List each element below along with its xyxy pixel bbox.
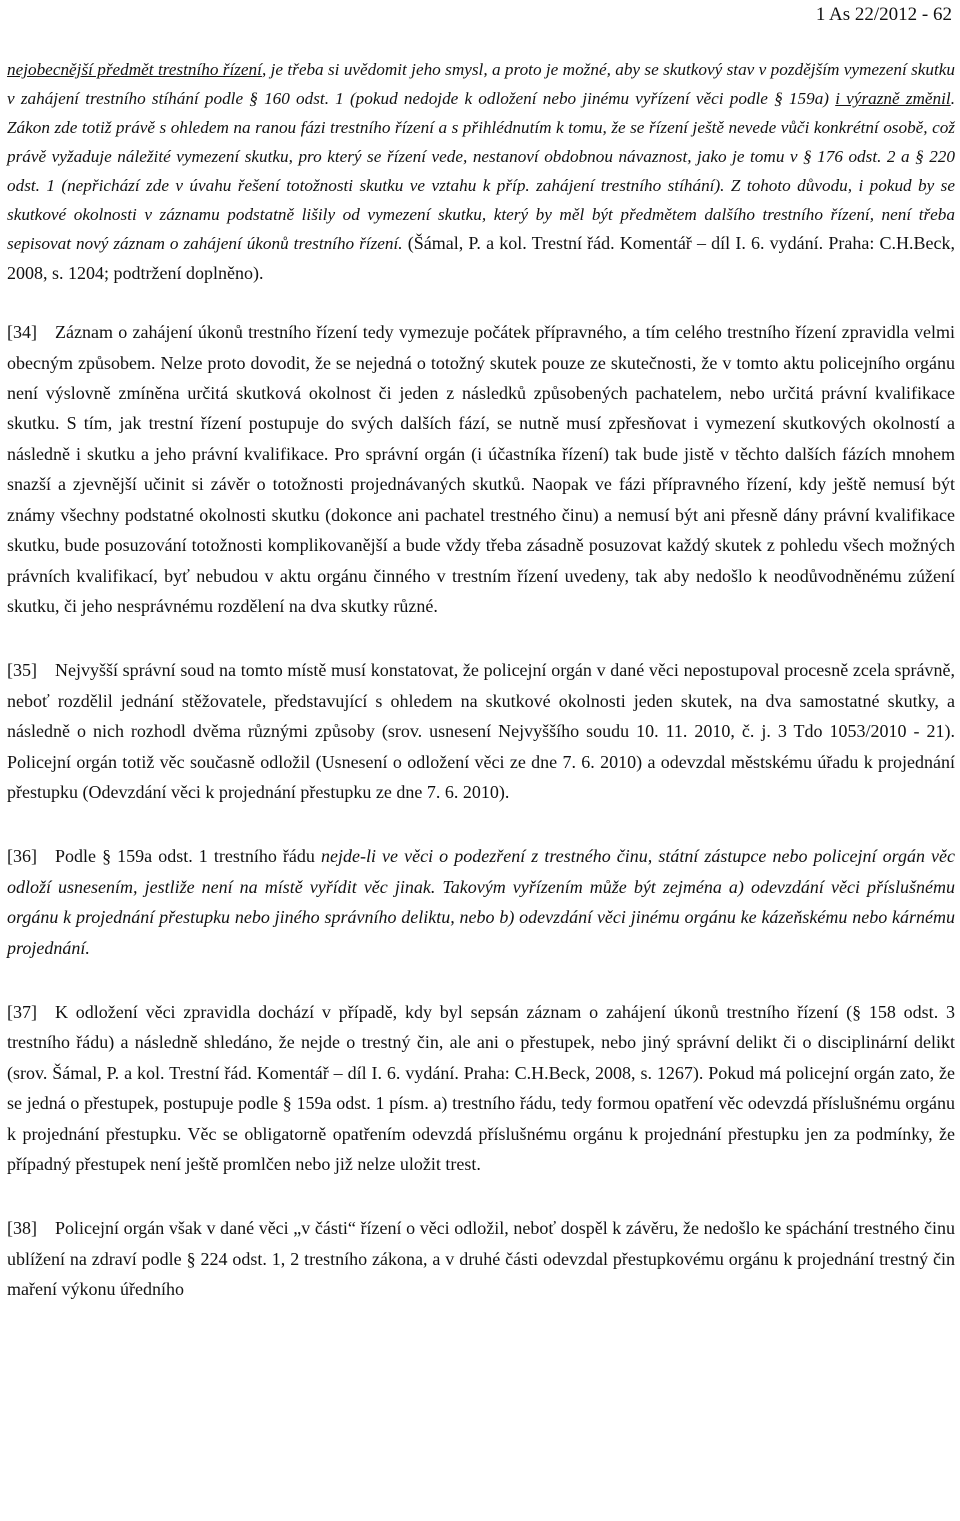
citation-text: (Šámal, P. a kol. Trestní řád. Komentář – díl I. 6. vydání. Praha: C.H.Beck, 2008, s. 1204; podtržení doplněno).	[7, 233, 956, 284]
case-number-header: 1 As 22/2012 - 62	[815, 4, 952, 25]
document-body	[7, 56, 955, 1305]
paragraph-37: [37] K odložení věci zpravidla dochází v případě, kdy byl sepsán záznam o zahájení úkonů trestního řízení (§ 158 odst. 3 trestního řádu) a následně shledáno, že nejde o trestný čin, ale ani o přestupek, nebo jiný správní delikt či o disciplinární delikt (srov. Šámal, P. a kol. Trestní řád. Komentář – díl I. 6. vydání. Praha: C.H.Beck, 2008, s. 1267). Pokud má policejní orgán zato, že se jedná o přestupek, postupuje podle § 159a odst. 1 písm. a) trestního řádu, tedy formou opatření věc odevzdá příslušnému orgánu k projednání přestupku. Věc se obligatorně opatřením odevzdá příslušnému orgánu k projednání přestupku jen za podmínky, že případný přestupek není ještě promlčen nebo již nelze uložit trest.	[7, 1001, 955, 1174]
paragraph-35: [35] Nejvyšší správní soud na tomto místě musí konstatovat, že policejní orgán v dané věci nepostupoval procesně zcela správně, neboť rozdělil jednání stěžovatele, představující s ohledem na skutkové okolnosti jeden skutek, na dva samostatné skutky, a následně o nich rozhodl dvěma různými způsoby (srov. usnesení Nejvyššího soudu 10. 11. 2010, č. j. 3 Tdo 1053/2010 - 21). Policejní orgán totiž věc současně odložil (Usnesení o odložení věci ze dne 7. 6. 2010) a odevzdal městskému úřadu k projednání přestupku (Odevzdání věci k projednání přestupku ze dne 7. 6. 2010).	[7, 660, 955, 802]
paragraph-text: [36] Podle § 159a odst. 1 trestního řádu	[7, 846, 321, 867]
commentary-text: . Zákon zde totiž právě s ohledem na ranou fázi trestního řízení a s přihlédnutím k tomu, že se řízení ještě nevede vůči konkrétní osobě, což právě vyžaduje náležité vymezení skutku, pro který se řízení vede, nestanoví obdobnou návaznost, jako je tomu v § 176 odst. 2 a § 220 odst. 1 (nepřichází zde v úvahu řešení totožnosti skutku ve vztahu k příp. zahájení trestního stíhání). Z tohoto důvodu, i pokud by se skutkové okolnosti v záznamu podstatně lišily od vymezení skutku, který by měl být předmětem dalšího trestního řízení, není třeba sepisovat nový záznam o zahájení úkonů trestního řízení.	[7, 88, 955, 254]
commentary-text: , je třeba si uvědomit jeho smysl, a proto je možné, aby se skutkový stav v pozdějším vymezení skutku v zahájení trestního stíhání podle § 160 odst. 1 (pokud nedojde k odložení nebo jinému vyřízení věci podle § 159a)	[7, 60, 955, 108]
paragraph-34: [34] Záznam o zahájení úkonů trestního řízení tedy vymezuje počátek přípravného, a tím celého trestního řízení zpravidla velmi obecným způsobem. Nelze proto dovodit, že se nejedná o totožný skutek pouze ze skutečnosti, že v tomto aktu policejního orgánu není výslovně zmíněna určitá skutková okolnost či jeden z následků způsobených pachatelem, nebo určitá právní kvalifikace skutku. S tím, jak trestní řízení postupuje do svých dalších fází, se nutně musí zpřesňovat i vymezení skutkových okolností a následně i skutku a jeho právní kvalifikace. Pro správní orgán (i účastníka řízení) tak bude jistě v těchto dalších fázích mnohem snazší a zjevnější učinit si závěr o totožnosti projednávaných skutků. Naopak ve fázi přípravného řízení, kdy ještě nemusí být známy všechny podstatné okolnosti skutku (dokonce ani pachatel trestného činu) a nemusí být ani přesně dány právní kvalifikace skutku, bude posuzování totožnosti komplikovanější a bude vždy třeba zásadně posuzovat každý skutek z pohledu všech možných právních kvalifikací, byť nebudou v aktu orgánu činného v trestním řízení uvedeny, tak aby nedošlo k neodůvodněnému zúžení skutku, či jeho nesprávnému rozdělení na dva skutky různé.	[7, 322, 955, 616]
quoted-commentary-paragraph	[7, 56, 955, 289]
statute-quote: nejde-li ve věci o podezření z trestného činu, státní zástupce nebo policejní orgán věc odloží usnesením, jestliže není na místě vyřídit věc jinak. Takovým vyřízením může být zejména a) odevzdání věci příslušnému orgánu k projednání přestupku nebo jiného správního deliktu, nebo b) odevzdání věci jinému orgánu ke kázeňskému nebo kárnému projednání.	[7, 846, 955, 958]
underlined-phrase: i výrazně změnil	[835, 88, 951, 108]
paragraph-38: [38] Policejní orgán však v dané věci „v části“ řízení o věci odložil, neboť dospěl k závěru, že nedošlo ke spáchání trestného činu ublížení na zdraví podle § 224 odst. 1, 2 trestního zákona, a v druhé části odevzdal přestupkovému orgánu k projednání trestný čin maření výkonu úředního	[7, 1218, 955, 1300]
paragraph-36	[7, 841, 955, 963]
underlined-phrase: nejobecnější předmět trestního řízení	[7, 60, 262, 79]
